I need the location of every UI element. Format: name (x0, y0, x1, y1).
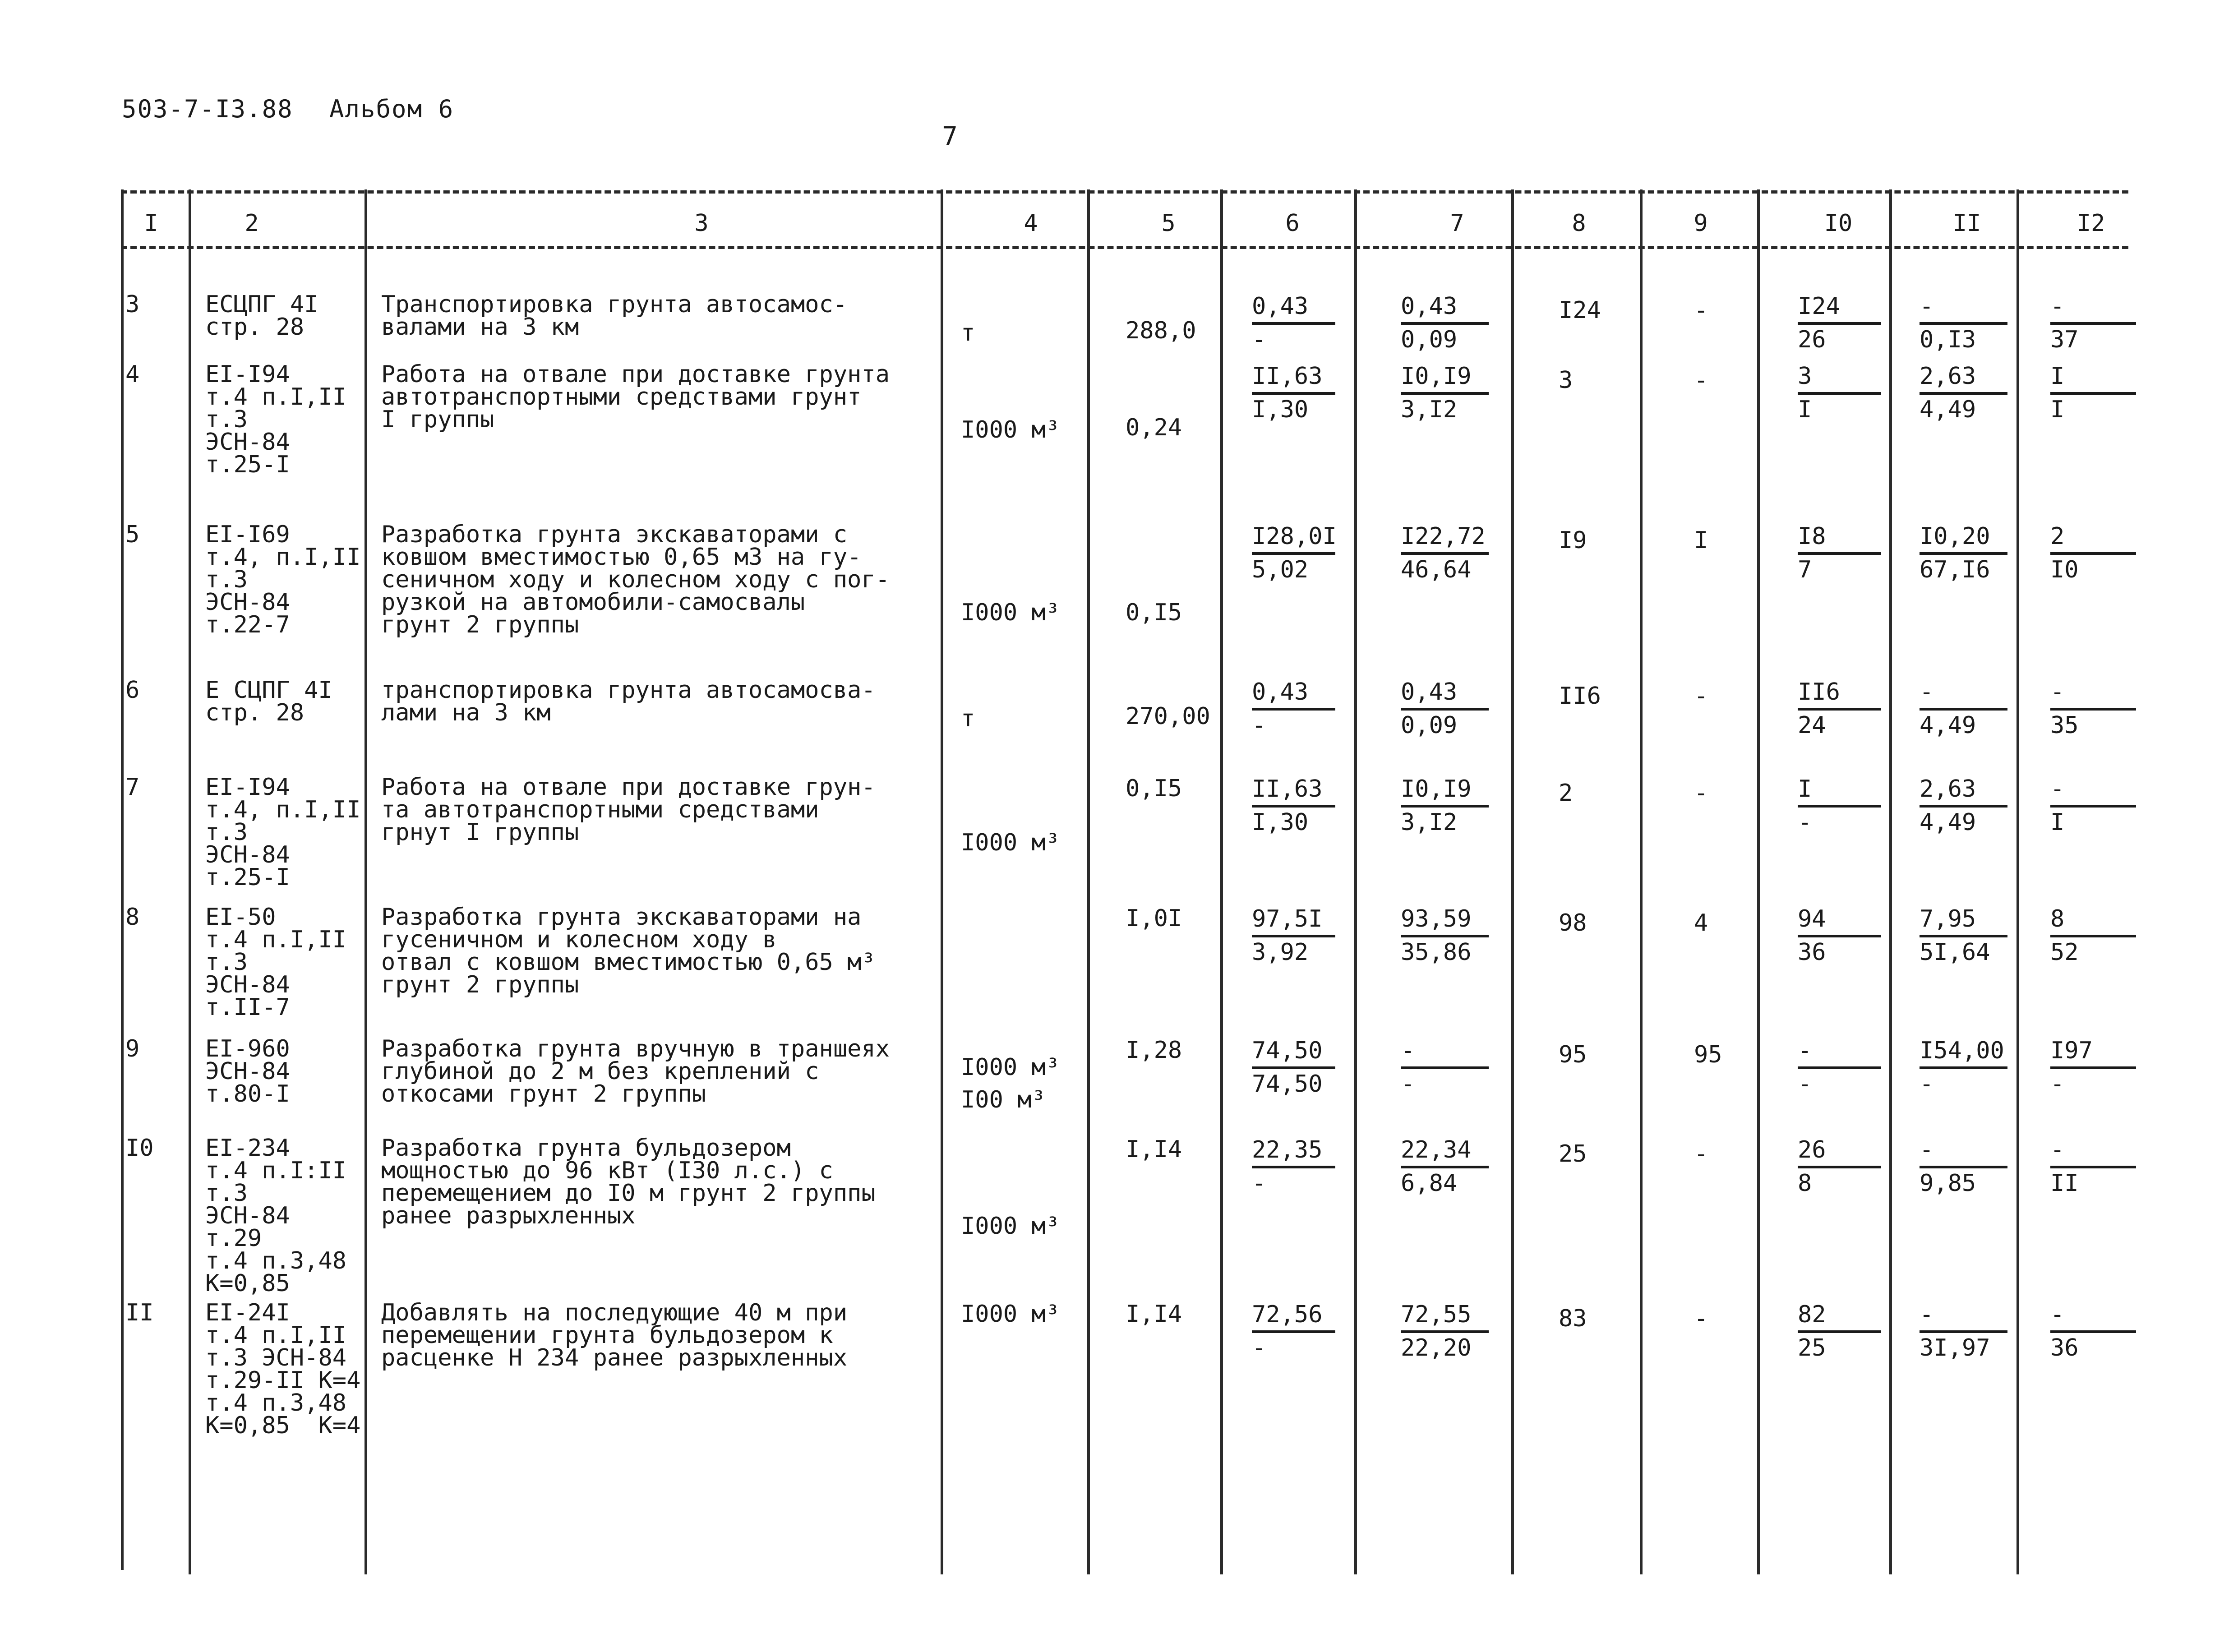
col12-value-numerator: - (2050, 1137, 2136, 1168)
row-number: 6 (125, 677, 140, 704)
row-number: 8 (125, 904, 140, 931)
col8-value: I24 (1559, 297, 1601, 324)
column-divider (1889, 189, 1892, 1574)
col8-value: II6 (1559, 683, 1601, 710)
col11-value-numerator: - (1920, 679, 2007, 711)
table-top-border (121, 190, 2128, 194)
col10-value-numerator: I24 (1798, 293, 1881, 325)
col11-value-numerator: I0,20 (1920, 523, 2007, 555)
col6-value (1252, 363, 1335, 425)
unit: I00 м³ (961, 1086, 1046, 1113)
col9-value: - (1694, 1305, 1708, 1332)
norm-code: ЕСЦПГ 4I стр. 28 (205, 291, 318, 341)
col12-value (2050, 776, 2136, 837)
col11-value (1920, 679, 2007, 740)
col10-value (1798, 1137, 1881, 1198)
col8-value: I9 (1559, 527, 1587, 554)
col6-value-numerator: II,63 (1252, 776, 1335, 808)
quantity: 0,I5 (1126, 599, 1182, 626)
col12-value-numerator: 2 (2050, 523, 2136, 555)
col10-value (1798, 523, 1881, 585)
col9-value: - (1694, 1140, 1708, 1167)
col7-value (1401, 1301, 1489, 1363)
row-number: II (125, 1299, 154, 1326)
col6-value-denominator: I,30 (1252, 396, 1309, 423)
work-description: Работа на отвале при доставке грун- та автотранспортными средствами грнут I группы (381, 774, 876, 846)
col6-value (1252, 1301, 1335, 1363)
col7-value (1401, 776, 1489, 837)
col7-value-numerator: I0,I9 (1401, 363, 1489, 395)
col10-value-numerator: 3 (1798, 363, 1881, 395)
col10-value-denominator: - (1798, 1071, 1812, 1098)
col6-value (1252, 906, 1335, 967)
col11-value-denominator: - (1920, 1071, 1934, 1098)
col6-value-numerator: 22,35 (1252, 1137, 1335, 1168)
col11-value-denominator: 4,49 (1920, 396, 1976, 423)
col11-value-denominator: 0,I3 (1920, 326, 1976, 353)
column-divider (1511, 189, 1514, 1574)
quantity: I,I4 (1126, 1136, 1182, 1163)
col7-value-denominator: 22,20 (1401, 1334, 1472, 1361)
col11-value-denominator: 4,49 (1920, 809, 1976, 836)
work-description: Работа на отвале при доставке грунта автотранспортными средствами грунт I группы (381, 361, 890, 433)
col6-value (1252, 776, 1335, 837)
col7-value-denominator: 35,86 (1401, 939, 1472, 966)
col10-value-denominator: 25 (1798, 1334, 1826, 1361)
col6-value-numerator: 72,56 (1252, 1301, 1335, 1333)
col10-value-denominator: I (1798, 396, 1812, 423)
col10-value (1798, 1301, 1881, 1363)
col12-value (2050, 1301, 2136, 1363)
col6-value-denominator: - (1252, 1334, 1266, 1361)
col12-value-numerator: - (2050, 293, 2136, 325)
col6-value (1252, 293, 1335, 355)
unit: I000 м³ (961, 416, 1060, 443)
column-header-12: I2 (2076, 210, 2105, 237)
doc-code: 503-7-I3.88 (122, 95, 293, 123)
col11-value (1920, 523, 2007, 585)
unit: т (961, 319, 975, 346)
col6-value-numerator: 74,50 (1252, 1038, 1335, 1069)
col6-value-denominator: - (1252, 1170, 1266, 1197)
norm-code: EI-234 т.4 п.I:II т.3 ЭСН-84 т.29 т.4 п.3,48 К=0,85 (205, 1135, 347, 1297)
col7-value (1401, 1137, 1489, 1198)
col11-value (1920, 1137, 2007, 1198)
table-header-border (121, 246, 2128, 249)
column-divider (121, 189, 124, 1570)
col11-value-denominator: 4,49 (1920, 712, 1976, 739)
col10-value-numerator: - (1798, 1038, 1881, 1069)
col12-value-denominator: 37 (2050, 326, 2079, 353)
col7-value-numerator: 93,59 (1401, 906, 1489, 937)
col7-value-numerator: I0,I9 (1401, 776, 1489, 808)
quantity: 288,0 (1126, 317, 1196, 344)
col7-value-denominator: 0,09 (1401, 712, 1458, 739)
column-divider (1640, 189, 1643, 1574)
column-header-11: II (1952, 210, 1981, 237)
col11-value (1920, 363, 2007, 425)
col6-value-denominator: - (1252, 326, 1266, 353)
col11-value (1920, 1038, 2007, 1099)
work-description: транспортировка грунта автосамосва- лами на 3 км (381, 677, 876, 726)
column-header-4: 4 (1024, 210, 1038, 237)
col10-value-denominator: 7 (1798, 556, 1812, 583)
quantity: I,0I (1126, 905, 1182, 932)
col7-value (1401, 293, 1489, 355)
col11-value-numerator: - (1920, 293, 2007, 325)
quantity: I,28 (1126, 1037, 1182, 1064)
col6-value-numerator: I28,0I (1252, 523, 1335, 555)
column-divider (1087, 189, 1090, 1574)
col8-value: 83 (1559, 1305, 1587, 1332)
col10-value-numerator: I (1798, 776, 1881, 808)
norm-code: EI-50 т.4 п.I,II т.3 ЭСН-84 т.II-7 (205, 904, 347, 1021)
col11-value-numerator: 2,63 (1920, 363, 2007, 395)
col11-value-denominator: 3I,97 (1920, 1334, 1990, 1361)
col12-value-numerator: 8 (2050, 906, 2136, 937)
norm-code: EI-I94 т.4 п.I,II т.3 ЭСН-84 т.25-I (205, 361, 347, 478)
col6-value-numerator: 0,43 (1252, 293, 1335, 325)
column-header-8: 8 (1572, 210, 1586, 237)
norm-code: EI-I94 т.4, п.I,II т.3 ЭСН-84 т.25-I (205, 774, 361, 891)
col12-value (2050, 363, 2136, 425)
row-number: 9 (125, 1035, 140, 1062)
col12-value-numerator: I97 (2050, 1038, 2136, 1069)
column-header-7: 7 (1450, 210, 1464, 237)
col12-value-denominator: II (2050, 1170, 2079, 1197)
column-divider (941, 189, 943, 1574)
column-header-10: I0 (1824, 210, 1853, 237)
norm-code: EI-I69 т.4, п.I,II т.3 ЭСН-84 т.22-7 (205, 521, 361, 638)
col10-value-numerator: 82 (1798, 1301, 1881, 1333)
col8-value: 2 (1559, 780, 1573, 807)
col6-value (1252, 1038, 1335, 1099)
column-divider (189, 189, 191, 1574)
col7-value-numerator: - (1401, 1038, 1489, 1069)
col10-value (1798, 363, 1881, 425)
col10-value (1798, 776, 1881, 837)
col7-value-numerator: 0,43 (1401, 293, 1489, 325)
col7-value-numerator: 72,55 (1401, 1301, 1489, 1333)
unit: I000 м³ (961, 599, 1060, 626)
col7-value-numerator: 22,34 (1401, 1137, 1489, 1168)
col9-value: - (1694, 297, 1708, 324)
col12-value (2050, 679, 2136, 740)
col10-value-denominator: 26 (1798, 326, 1826, 353)
column-header-2: 2 (245, 210, 259, 237)
col7-value (1401, 679, 1489, 740)
unit: I000 м³ (961, 1301, 1060, 1328)
col7-value (1401, 1038, 1489, 1099)
col12-value (2050, 523, 2136, 585)
unit: I000 м³ (961, 1054, 1060, 1081)
col12-value-denominator: - (2050, 1071, 2065, 1098)
col11-value-numerator: 7,95 (1920, 906, 2007, 937)
col10-value-numerator: I8 (1798, 523, 1881, 555)
col12-value-numerator: I (2050, 363, 2136, 395)
col7-value-denominator: 3,I2 (1401, 809, 1458, 836)
col11-value-numerator: - (1920, 1137, 2007, 1168)
col10-value-denominator: 24 (1798, 712, 1826, 739)
col7-value-denominator: 0,09 (1401, 326, 1458, 353)
col10-value (1798, 293, 1881, 355)
column-header-6: 6 (1285, 210, 1300, 237)
quantity: I,I4 (1126, 1301, 1182, 1328)
col10-value-numerator: 94 (1798, 906, 1881, 937)
col9-value: 4 (1694, 909, 1708, 937)
col7-value-denominator: 6,84 (1401, 1170, 1458, 1197)
unit: I000 м³ (961, 1213, 1060, 1240)
quantity: 270,00 (1126, 703, 1210, 730)
col6-value-denominator: - (1252, 712, 1266, 739)
norm-code: Е СЦПГ 4I стр. 28 (205, 677, 332, 726)
col6-value-denominator: I,30 (1252, 809, 1309, 836)
col9-value: - (1694, 780, 1708, 807)
col12-value-denominator: 36 (2050, 1334, 2079, 1361)
col11-value (1920, 1301, 2007, 1363)
col10-value-denominator: - (1798, 809, 1812, 836)
album-label: Альбом 6 (329, 95, 454, 123)
col12-value-numerator: - (2050, 1301, 2136, 1333)
col11-value-denominator: 9,85 (1920, 1170, 1976, 1197)
col9-value: 95 (1694, 1041, 1722, 1068)
row-number: 7 (125, 774, 140, 801)
col10-value-numerator: II6 (1798, 679, 1881, 711)
col12-value-denominator: I (2050, 809, 2065, 836)
col7-value-denominator: 46,64 (1401, 556, 1472, 583)
work-description: Разработка грунта вручную в траншеях глубиной до 2 м без креплений с откосами грунт 2 группы (381, 1035, 890, 1107)
col6-value-denominator: 5,02 (1252, 556, 1309, 583)
row-number: I0 (125, 1135, 154, 1162)
col7-value-numerator: I22,72 (1401, 523, 1489, 555)
col12-value-denominator: 52 (2050, 939, 2079, 966)
col10-value (1798, 1038, 1881, 1099)
col8-value: 25 (1559, 1140, 1587, 1167)
col6-value-denominator: 3,92 (1252, 939, 1309, 966)
col12-value-numerator: - (2050, 679, 2136, 711)
work-description: Разработка грунта бульдозером мощностью до 96 кВт (I30 л.с.) с перемещением до I0 м грунт 2 группы ранее разрыхленных (381, 1135, 876, 1229)
quantity: 0,24 (1126, 414, 1182, 441)
work-description: Разработка грунта экскаваторами с ковшом вместимостью 0,65 м3 на гу- сеничном ходу и колесном ходу с пог- рузкой на автомобили-самосвалы грунт 2 группы (381, 521, 890, 638)
column-header-5: 5 (1161, 210, 1176, 237)
col9-value: I (1694, 527, 1708, 554)
col12-value-numerator: - (2050, 776, 2136, 808)
unit: т (961, 705, 975, 732)
col9-value: - (1694, 367, 1708, 394)
col11-value (1920, 293, 2007, 355)
col12-value (2050, 1038, 2136, 1099)
norm-code: EI-960 ЭСН-84 т.80-I (205, 1035, 290, 1107)
col11-value-numerator: - (1920, 1301, 2007, 1333)
column-header-3: 3 (694, 210, 709, 237)
work-description: Разработка грунта экскаваторами на гусеничном и колесном ходу в отвал с ковшом вместимостью 0,65 м³ грунт 2 группы (381, 904, 876, 998)
col11-value (1920, 906, 2007, 967)
col7-value (1401, 906, 1489, 967)
col6-value (1252, 523, 1335, 585)
col11-value-numerator: I54,00 (1920, 1038, 2007, 1069)
col10-value-denominator: 36 (1798, 939, 1826, 966)
column-divider (365, 189, 367, 1574)
page-number: 7 (942, 121, 958, 152)
col8-value: 3 (1559, 367, 1573, 394)
work-description: Транспортировка грунта автосамос- валами на 3 км (381, 291, 848, 341)
column-divider (1220, 189, 1223, 1574)
column-divider (1354, 189, 1357, 1574)
col7-value (1401, 363, 1489, 425)
col7-value-denominator: - (1401, 1071, 1415, 1098)
col6-value-denominator: 74,50 (1252, 1071, 1323, 1098)
col7-value-numerator: 0,43 (1401, 679, 1489, 711)
col6-value-numerator: 0,43 (1252, 679, 1335, 711)
col6-value-numerator: II,63 (1252, 363, 1335, 395)
quantity: 0,I5 (1126, 775, 1182, 802)
col7-value-denominator: 3,I2 (1401, 396, 1458, 423)
col12-value-denominator: I0 (2050, 556, 2079, 583)
col11-value (1920, 776, 2007, 837)
norm-code: EI-24I т.4 п.I,II т.3 ЭСН-84 т.29-II К=4 т.4 п.3,48 К=0,85 К=4 (205, 1299, 361, 1439)
col8-value: 95 (1559, 1041, 1587, 1068)
col10-value-numerator: 26 (1798, 1137, 1881, 1168)
col12-value (2050, 293, 2136, 355)
row-number: 5 (125, 521, 140, 548)
col7-value (1401, 523, 1489, 585)
column-divider (2017, 189, 2019, 1574)
column-header-1: I (144, 210, 158, 237)
col12-value (2050, 1137, 2136, 1198)
col6-value-numerator: 97,5I (1252, 906, 1335, 937)
col6-value (1252, 679, 1335, 740)
col10-value-denominator: 8 (1798, 1170, 1812, 1197)
row-number: 4 (125, 361, 140, 388)
column-divider (1757, 189, 1760, 1574)
col6-value (1252, 1137, 1335, 1198)
column-header-9: 9 (1693, 210, 1708, 237)
col11-value-numerator: 2,63 (1920, 776, 2007, 808)
col12-value (2050, 906, 2136, 967)
col8-value: 98 (1559, 909, 1587, 937)
col11-value-denominator: 67,I6 (1920, 556, 1990, 583)
col10-value (1798, 679, 1881, 740)
col12-value-denominator: I (2050, 396, 2065, 423)
col12-value-denominator: 35 (2050, 712, 2079, 739)
col11-value-denominator: 5I,64 (1920, 939, 1990, 966)
col9-value: - (1694, 683, 1708, 710)
col10-value (1798, 906, 1881, 967)
row-number: 3 (125, 291, 140, 318)
unit: I000 м³ (961, 829, 1060, 856)
work-description: Добавлять на последующие 40 м при перемещении грунта бульдозером к расценке Н 234 ранее разрыхленных (381, 1299, 848, 1371)
